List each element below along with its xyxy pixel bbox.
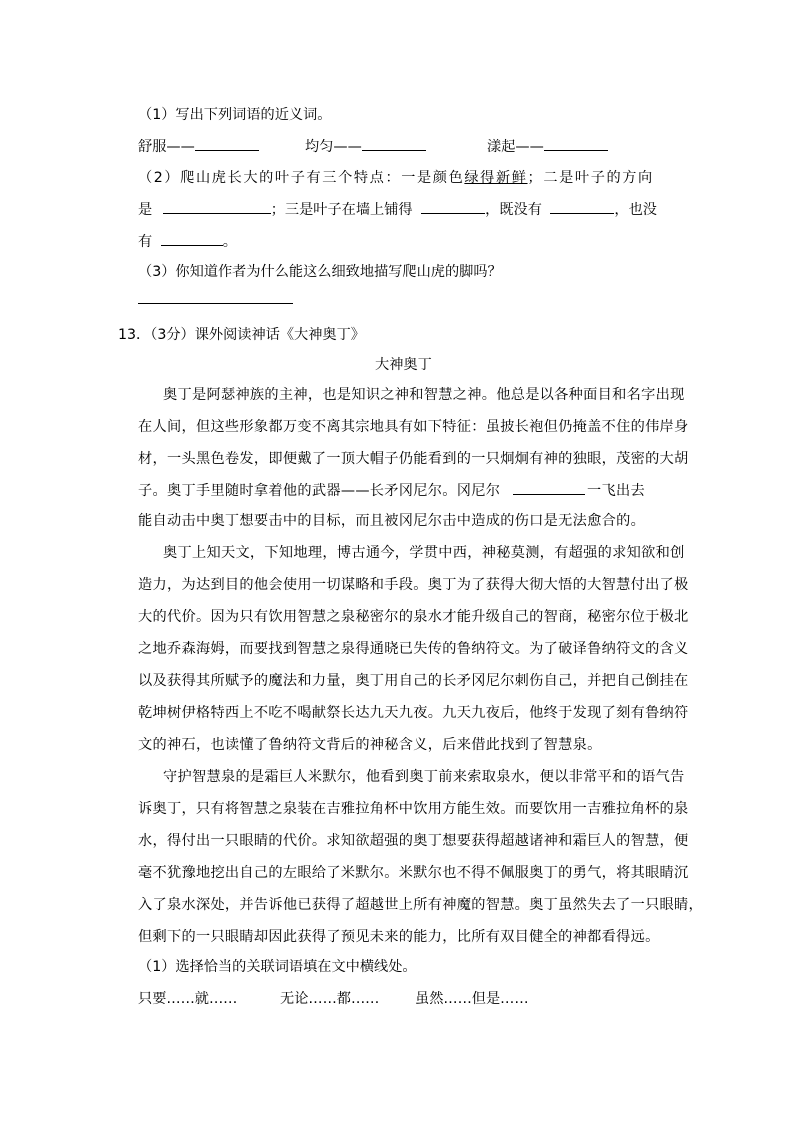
p1-line-4-text: 子。奥丁手里随时拿着他的武器——长矛冈尼尔。冈尼尔: [138, 483, 501, 499]
q12-sub1-prompt: （1）写出下列词语的近义词。: [138, 107, 332, 123]
p1-line-5: 能自动击中奥丁想要击中的目标，而且被冈尼尔击中造成的伤口是无法愈合的。: [138, 513, 646, 529]
q12-sub2-line-3: [138, 231, 237, 251]
p1-line-1: 奥丁是阿瑟神族的主神，也是知识之神和智慧之神。他总是以各种面目和名字出现: [163, 387, 685, 403]
p2-line-3: 大的代价。因为只有饮用智慧之泉秘密尔的泉水才能升级自己的智商，秘密尔位于极北: [138, 609, 689, 625]
answer-blank[interactable]: [421, 212, 485, 214]
p2-line-7: 文的神石，也读懂了鲁纳符文背后的神秘含义，后来借此找到了智慧泉。: [138, 737, 602, 753]
q12-sub3-answer-line[interactable]: [138, 303, 293, 304]
p3-line-2: 诉奥丁，只有将智慧之泉装在吉雅拉角杯中饮用方能生效。而要饮用一吉雅拉角杯的泉: [138, 801, 689, 817]
sub2-text: ，也没: [614, 202, 657, 218]
sub2-text-b: ；二是叶子的方向: [527, 170, 654, 186]
answer-blank[interactable]: [195, 149, 259, 151]
answer-blank[interactable]: [362, 149, 426, 151]
p3-line-5: 入了泉水深处，并告诉他已获得了超越世上所有神魔的智慧。奥丁虽然失去了一只眼睛，: [138, 897, 704, 913]
answer-blank[interactable]: [544, 149, 608, 151]
q12-sub2-line-1: [138, 167, 654, 187]
q12-sub1-item-3: [487, 136, 608, 156]
p1-line-2: 在人间，但这些形象都万变不离其宗地具有如下特征：虽披长袍但仍掩盖不住的伟岸身: [138, 419, 689, 435]
answer-blank[interactable]: [161, 244, 223, 246]
conjunction-option-2: 无论……都……: [280, 991, 380, 1007]
p1-line-4-tail: 一飞出去: [587, 483, 645, 499]
p2-line-5: 以及获得其所赋予的魔法和力量，奥丁用自己的长矛冈尼尔刺伤自己，并把自己倒挂在: [138, 673, 689, 689]
item-label: 漾起——: [487, 139, 544, 155]
p2-line-6: 乾坤树伊格特西上不吃不喝献祭长达九天九夜。九天九夜后，他终于发现了刻有鲁纳符: [138, 705, 689, 721]
conjunction-option-1: 只要……就……: [138, 991, 238, 1007]
q12-sub2-line-2: [138, 199, 657, 219]
p1-line-4: [138, 480, 645, 500]
item-label: 舒服——: [138, 139, 195, 155]
p2-line-2: 造力，为达到目的他会使用一切谋略和手段。奥丁为了获得大彻大悟的大智慧付出了极: [138, 577, 689, 593]
p3-line-3: 水，得付出一只眼睛的代价。求知欲超强的奥丁想要获得超越诸神和霜巨人的智慧，便: [138, 833, 689, 849]
conjunction-blank[interactable]: [513, 493, 585, 495]
sub2-text: 是: [138, 202, 153, 218]
item-label: 均匀——: [305, 139, 362, 155]
conjunction-option-3: 虽然……但是……: [415, 991, 529, 1007]
p1-line-3: 材，一头黑色卷发，即便戴了一顶大帽子仍能看到的一只炯炯有神的独眼，茂密的大胡: [138, 451, 689, 467]
passage-title: 大神奥丁: [375, 357, 432, 373]
sub2-text: ，既没有: [485, 202, 542, 218]
answer-blank[interactable]: [550, 212, 614, 214]
q12-sub1-item-1: [138, 136, 259, 156]
q12-sub3-prompt: （3）你知道作者为什么能这么细致地描写爬山虎的脚吗？: [138, 264, 502, 280]
p3-line-6: 但剩下的一只眼睛却因此获得了预见未来的能力，比所有双目健全的神都看得远。: [138, 929, 660, 945]
p3-line-1: 守护智慧泉的是霜巨人米默尔，他看到奥丁前来索取泉水，便以非常平和的语气告: [163, 769, 685, 785]
q12-sub1-item-2: [305, 136, 426, 156]
q13-sub1-prompt: （1）选择恰当的关联词语填在文中横线处。: [138, 959, 417, 975]
underlined-phrase: 绿得新鲜: [464, 170, 528, 186]
sub2-text: 有: [138, 234, 153, 250]
sub2-text: 。: [222, 234, 237, 250]
p2-line-1: 奥丁上知天文，下知地理，博古通今，学贯中西，神秘莫测，有超强的求知欲和创: [163, 545, 685, 561]
sub2-text-a: （2）爬山虎长大的叶子有三个特点：一是颜色: [138, 170, 465, 186]
sub2-text: ；三是叶子在墙上铺得: [270, 202, 413, 218]
p2-line-4: 之地乔森海姆，而要找到智慧之泉得通晓已失传的鲁纳符文。为了破译鲁纳符文的含义: [138, 641, 689, 657]
q13-header: 13．（3分）课外阅读神话《大神奥丁》: [118, 327, 365, 343]
p3-line-4: 毫不犹豫地挖出自己的左眼给了米默尔。米默尔也不得不佩服奥丁的勇气，将其眼睛沉: [138, 865, 689, 881]
answer-blank[interactable]: [163, 212, 271, 214]
